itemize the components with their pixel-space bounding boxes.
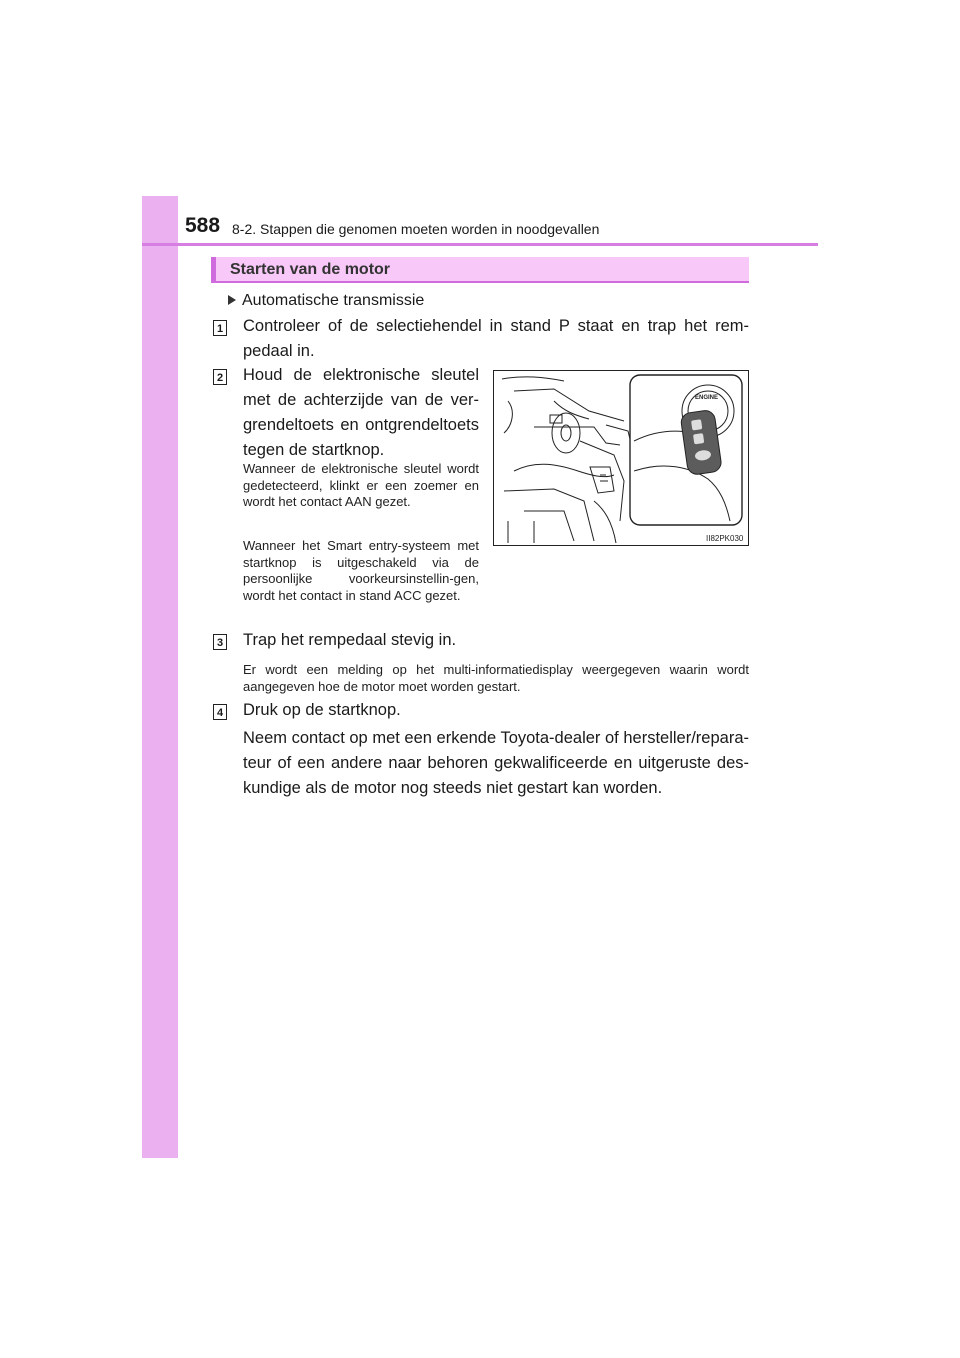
bullet-item [228, 292, 424, 310]
triangle-bullet-icon [228, 295, 236, 305]
step-number-1: 1 [213, 320, 227, 336]
key-against-start-button-image [494, 371, 748, 545]
step-4-text: Druk op de startknop. [243, 701, 401, 719]
chapter-sidebar [142, 196, 178, 1158]
section-title: Starten van de motor [230, 261, 391, 278]
step-2-note-2: Wanneer het Smart entry-systeem met startknop is uitgeschakeld via de persoonlijke voorkeursinstellin-gen, wordt het contact in stand ACC gezet. [243, 538, 479, 603]
step-3-text: Trap het rempedaal stevig in. [243, 631, 457, 649]
closing-paragraph: Neem contact op met een erkende Toyota-dealer of hersteller/repara-teur of een andere naar behoren gekwalificeerde en uitgeruste des-kundige als de motor nog steeds niet gestart kan worden. [243, 729, 749, 797]
step-2-text: Houd de elektronische sleutel met de achterzijde van de ver-grendeltoets en ontgrendeltoets tegen de startknop. [243, 366, 479, 459]
step-number-3: 3 [213, 634, 227, 650]
page-number: 588 [185, 214, 221, 237]
engine-button-label: ENGINE [695, 395, 719, 401]
start-button-illustration [493, 370, 749, 546]
step-3-note: Er wordt een melding op het multi-informatiedisplay weergegeven waarin wordt aangegeven hoe de motor moet worden gestart. [243, 662, 749, 694]
bullet-text: Automatische transmissie [242, 292, 425, 309]
header-rule [142, 243, 818, 246]
step-number-2: 2 [213, 369, 227, 385]
illustration-code: II82PK030 [706, 534, 744, 543]
section-header [211, 257, 749, 283]
step-number-4: 4 [213, 704, 227, 720]
step-2-note-1: Wanneer de elektronische sleutel wordt gedetecteerd, klinkt er een zoemer en wordt het contact AAN gezet. [243, 461, 479, 509]
chapter-title: 8-2. Stappen die genomen moeten worden in noodgevallen [232, 221, 600, 237]
step-1-text: Controleer of de selectiehendel in stand P staat en trap het rem-pedaal in. [243, 317, 749, 360]
